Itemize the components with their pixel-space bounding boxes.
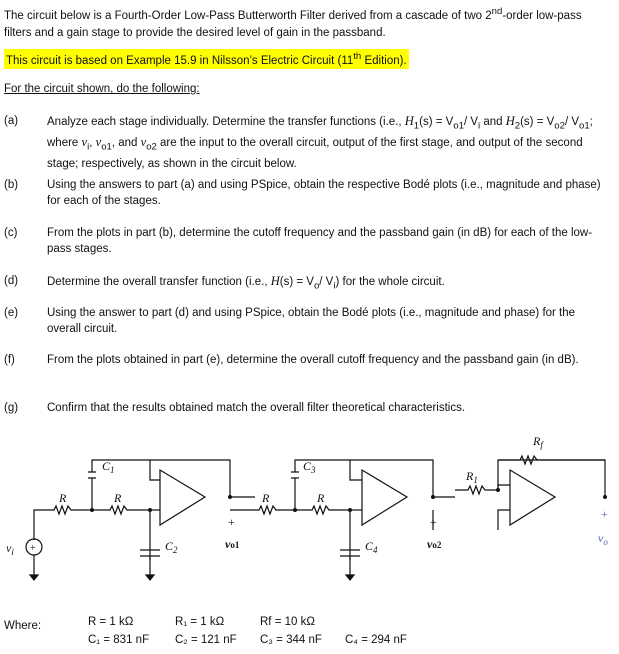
label-r: R [262, 491, 270, 505]
intro-text-end: -order low-pass filters and a gain stage to provide the desired level of gain in the passband. [4, 9, 582, 39]
intro-paragraph [4, 3, 612, 42]
value-c1: C₁ = 831 nF [88, 634, 150, 646]
part-b-text: Using the answers to part (a) and using PSpice, obtain the respective Bodé plots (i.e., magnitude and phase) for each of the stages. [47, 179, 601, 207]
label-rf: $R_f$ [533, 434, 543, 450]
circuit-schematic [0, 430, 619, 600]
ground-arrow-icon [30, 575, 38, 580]
part-f-text: From the plots obtained in part (e), determine the overall cutoff frequency and the passband gain (in dB). [47, 354, 579, 366]
value-c3: C₃ = 344 nF [260, 634, 322, 646]
part-a-text: Analyze each stage individually. Determine the transfer functions (i.e., $H_1(s) = V_{o1}/$ $V_i$ and $H_2(s) = V_{o2}/$ $V_{o1}$; where $v_i$, $v_{o1}$, and $v_{o2}$ are the input to the overall circuit, output of the first stage, and output of the second stage; respectively, as shown in the circuit below. [47, 114, 593, 170]
intro-text: The circuit below is a Fourth-Order Low-Pass Butterworth Filter derived from a cascade of two 2 [4, 9, 492, 22]
label-vi: $v_i$ [6, 541, 14, 557]
part-g-label: (g) [4, 402, 19, 414]
polarity-plus: + [228, 515, 235, 529]
op-amp-3 [510, 470, 555, 525]
value-r1: R₁ = 1 kΩ [175, 616, 225, 628]
capacitor-c1 [88, 472, 96, 482]
part-b-label: (b) [4, 179, 19, 191]
value-rf: Rf = 10 kΩ [260, 616, 315, 628]
polarity-plus: + [430, 515, 437, 529]
label-vo: $v_o$ [598, 531, 608, 547]
part-g-text: Confirm that the results obtained match the overall filter theoretical characteristics. [47, 402, 466, 414]
note-sup: th [353, 51, 362, 62]
value-c4: C₄ = 294 nF [345, 634, 407, 646]
note-text-end: Edition). [361, 54, 407, 67]
part-c-text: From the plots in part (b), determine the cutoff frequency and the passband gain (in dB) for each of the low-pass stages. [47, 227, 593, 255]
label-r: R [317, 491, 325, 505]
value-r: R = 1 kΩ [88, 616, 134, 628]
capacitor-c3 [291, 472, 299, 482]
op-amp-1 [160, 470, 205, 525]
part-d-label: (d) [4, 275, 19, 287]
wires [34, 456, 605, 575]
intro-sup: nd [491, 6, 503, 17]
where-label: Where: [4, 620, 42, 632]
part-c-label: (c) [4, 227, 18, 239]
label-c2: $C_2$ [165, 539, 178, 555]
part-e-label: (e) [4, 307, 19, 319]
polarity-plus: + [601, 507, 608, 521]
label-c4: $C_4$ [365, 539, 378, 555]
part-a-label: (a) [4, 115, 19, 127]
label-r: R [114, 491, 122, 505]
part-e-text: Using the answer to part (d) and using PSpice, obtain the Bodé plots (i.e., magnitude and phase) for the overall circuit. [47, 307, 576, 335]
part-d-text: Determine the overall transfer function (i.e., $H(s) = V_o/$ $V_i$) for the whole circuit. [47, 274, 445, 292]
label-r: R [59, 491, 67, 505]
instruction-heading: For the circuit shown, do the following: [4, 83, 200, 95]
ground-arrow-icon [146, 575, 154, 580]
node-dots [90, 488, 607, 512]
note-text: This circuit is based on Example 15.9 in Nilsson’s Electric Circuit (11 [6, 54, 354, 67]
highlighted-note [4, 49, 409, 69]
label-vo1: vo1 [225, 537, 240, 551]
value-c2: C₂ = 121 nF [175, 634, 237, 646]
part-f-label: (f) [4, 354, 15, 366]
source-plus: + [30, 543, 36, 554]
op-amp-2 [362, 470, 407, 525]
label-r1: $R_1$ [466, 469, 478, 485]
label-c1: $C_1$ [102, 459, 115, 475]
label-c3: $C_3$ [303, 459, 316, 475]
label-vo2: vo2 [427, 537, 442, 551]
ground-arrow-icon [346, 575, 354, 580]
